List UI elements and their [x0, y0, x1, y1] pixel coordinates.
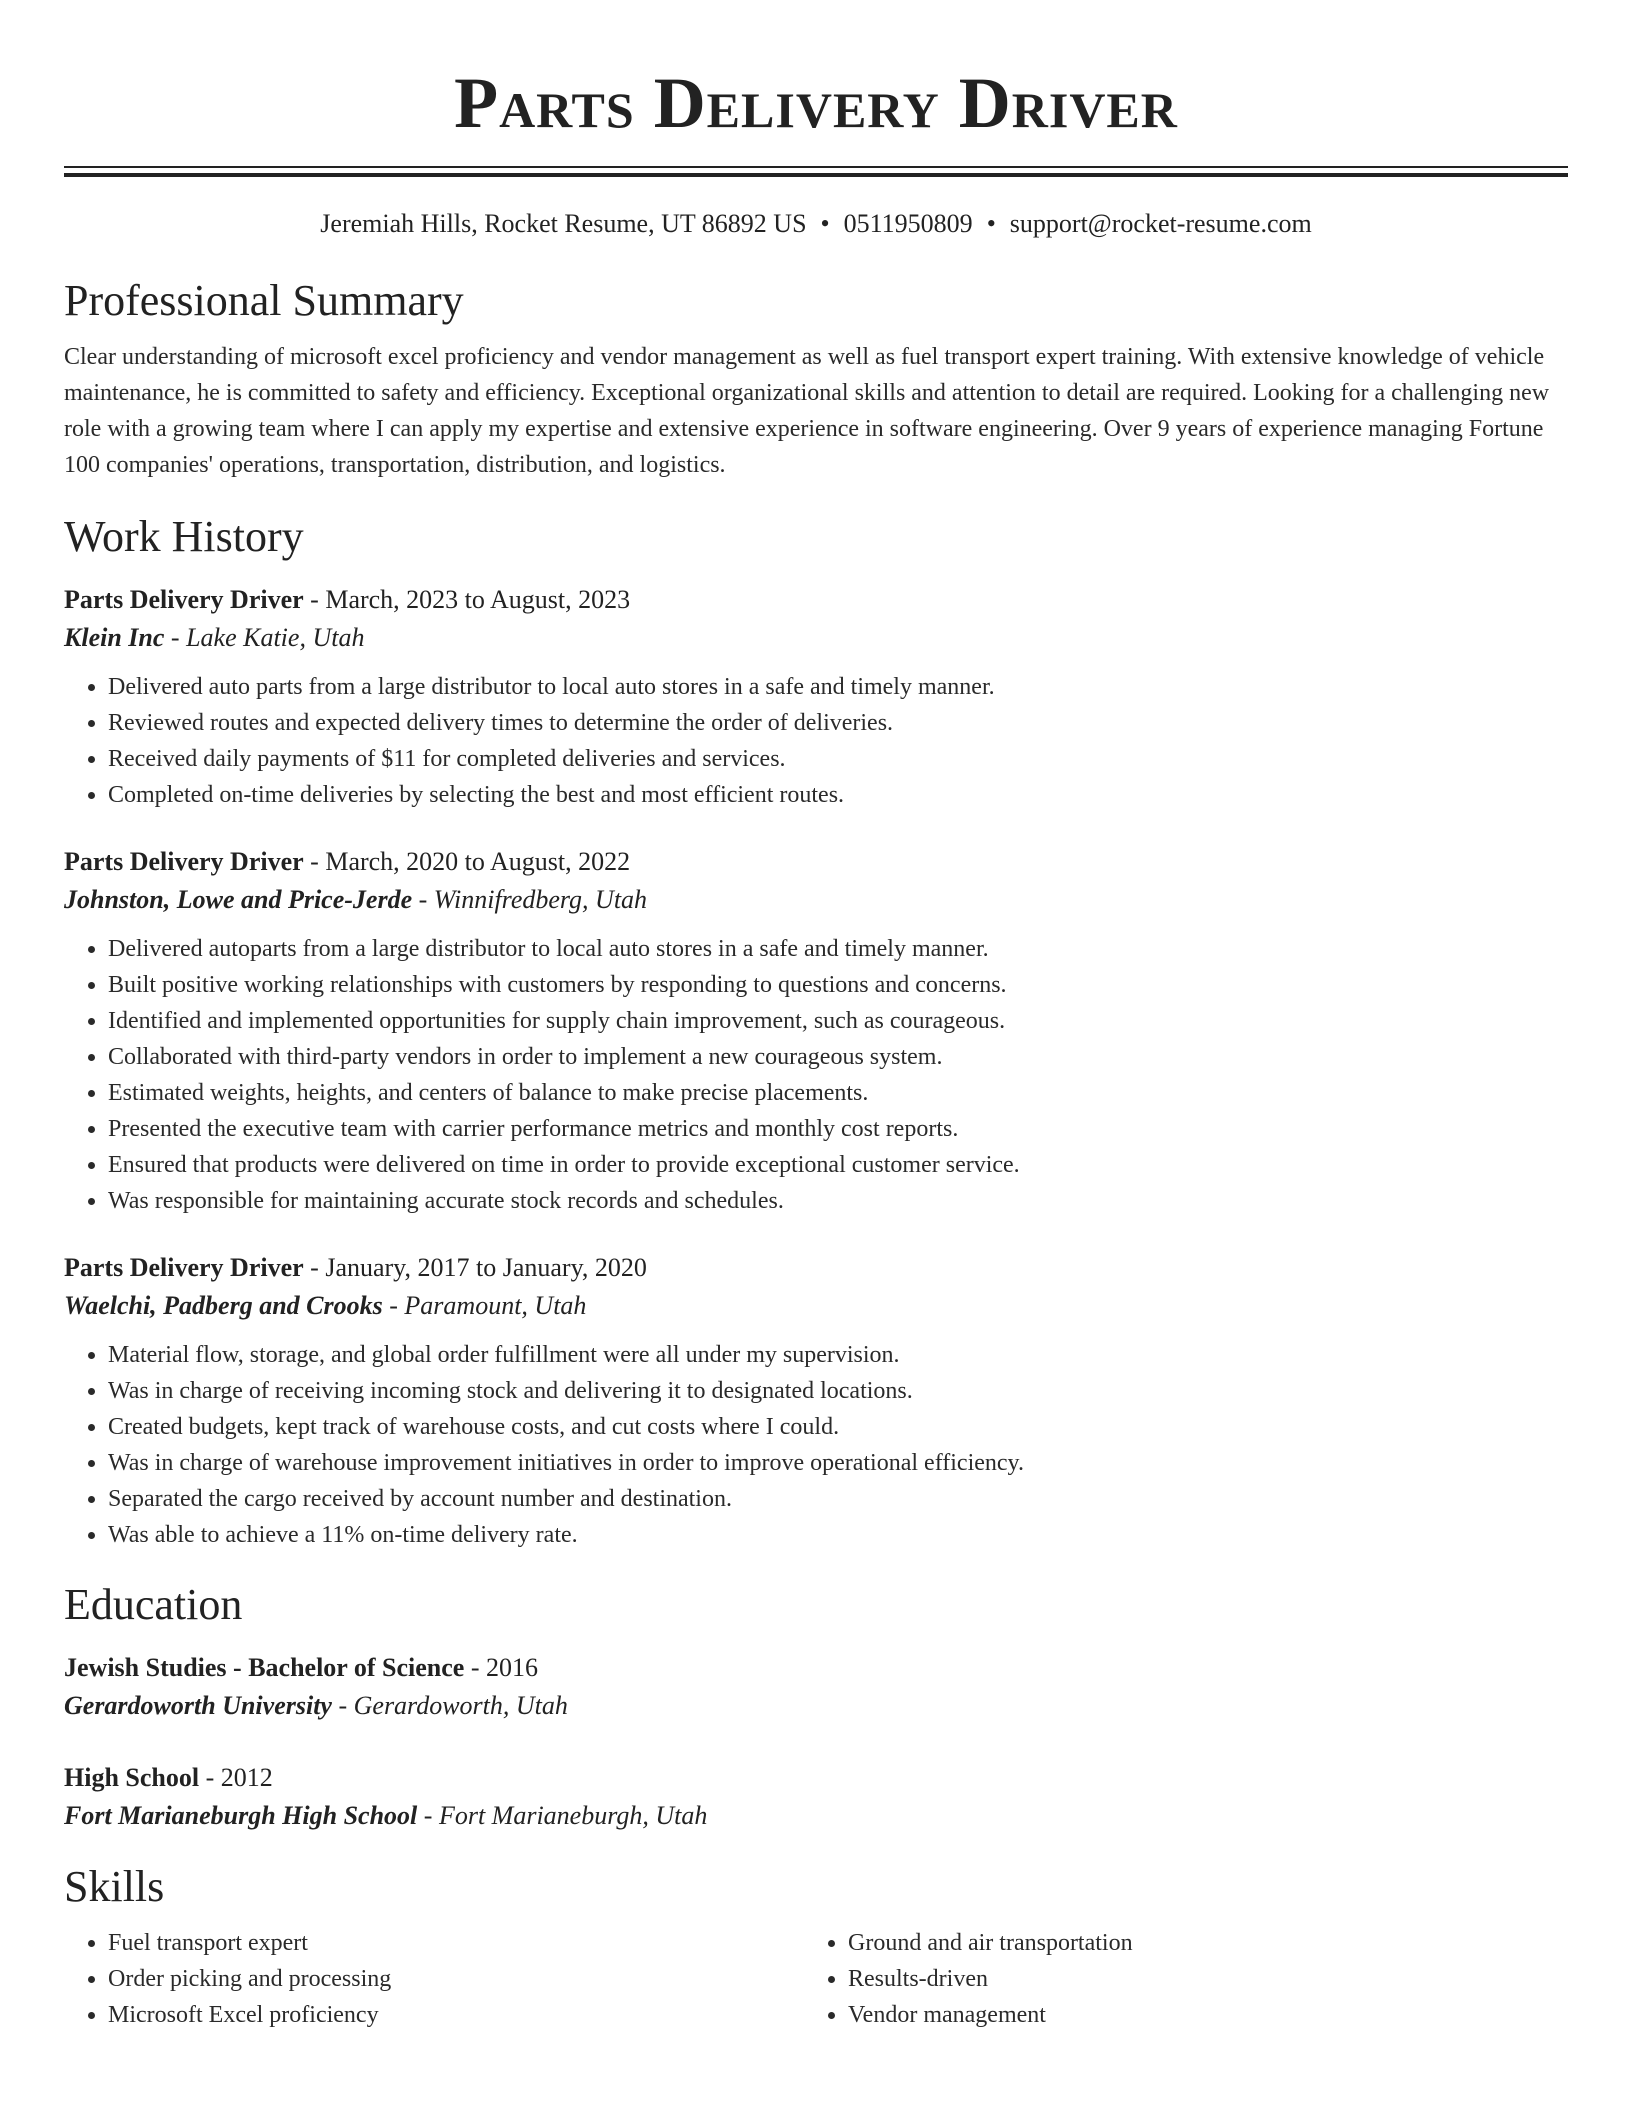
job-bullet: • Was able to achieve a 11% on-time delivery rate.: [108, 1517, 1568, 1553]
job-bullets: [64, 1337, 1568, 1553]
job-bullet: • Was responsible for maintaining accurate stock records and schedules.: [108, 1183, 1568, 1219]
job-company-line: [64, 881, 1568, 919]
education-school: Fort Marianeburgh High School: [64, 1801, 418, 1830]
education-entry: [64, 1759, 1568, 1835]
skill-item: • Order picking and processing: [108, 1961, 804, 1997]
education-year: - 2016: [464, 1653, 539, 1682]
job-location: - Paramount, Utah: [382, 1291, 587, 1320]
job-bullet: • Reviewed routes and expected delivery times to determine the order of deliveries.: [108, 705, 1568, 741]
job-title-line: [64, 581, 1568, 619]
job-title-line: [64, 843, 1568, 881]
job-bullet: • Completed on-time deliveries by selecting the best and most efficient routes.: [108, 777, 1568, 813]
job-bullet: • Collaborated with third-party vendors in order to implement a new courageous system.: [108, 1039, 1568, 1075]
education-degree: High School: [64, 1763, 200, 1792]
summary-heading: Professional Summary: [64, 276, 464, 325]
skill-item: • Vendor management: [848, 1997, 1544, 2033]
job-entry: [64, 1249, 1568, 1553]
job-company: Waelchi, Padberg and Crooks: [64, 1291, 383, 1320]
job-bullet: • Delivered autoparts from a large distributor to local auto stores in a safe and timely manner.: [108, 931, 1568, 967]
job-location: - Lake Katie, Utah: [164, 623, 365, 652]
education-degree: Jewish Studies - Bachelor of Science: [64, 1653, 465, 1682]
contact-phone: 0511950809: [843, 209, 973, 238]
contact-email: support@rocket-resume.com: [1009, 209, 1312, 238]
education-school: Gerardoworth University: [64, 1691, 332, 1720]
contact-separator: •: [986, 209, 996, 238]
job-bullet: • Material flow, storage, and global order fulfillment were all under my supervision.: [108, 1337, 1568, 1373]
job-bullet: • Separated the cargo received by account number and destination.: [108, 1481, 1568, 1517]
job-company: Klein Inc: [64, 623, 165, 652]
job-bullets: [64, 669, 1568, 813]
job-bullet: • Identified and implemented opportunities for supply chain improvement, such as courageous.: [108, 1003, 1568, 1039]
job-role: Parts Delivery Driver: [64, 1253, 304, 1282]
job-bullet: • Was in charge of warehouse improvement initiatives in order to improve operational efficiency.: [108, 1445, 1568, 1481]
education-school-line: [64, 1687, 1568, 1725]
job-dates: - January, 2017 to January, 2020: [303, 1253, 647, 1282]
job-bullets: [64, 931, 1568, 1219]
job-dates: - March, 2023 to August, 2023: [303, 585, 631, 614]
job-bullet: • Delivered auto parts from a large distributor to local auto stores in a safe and timely manner.: [108, 669, 1568, 705]
education-year: - 2012: [199, 1763, 273, 1792]
job-entry: [64, 581, 1568, 813]
skill-item: • Results-driven: [848, 1961, 1544, 1997]
skills-list-right: [804, 1925, 1544, 2033]
education-location: - Fort Marianeburgh, Utah: [417, 1801, 708, 1830]
job-bullet: • Received daily payments of $11 for completed deliveries and services.: [108, 741, 1568, 777]
job-company-line: [64, 1287, 1568, 1325]
education-degree-line: [64, 1759, 1568, 1797]
contact-address: Jeremiah Hills, Rocket Resume, UT 86892 US: [320, 209, 807, 238]
job-dates: - March, 2020 to August, 2022: [303, 847, 631, 876]
education-school-line: [64, 1797, 1568, 1835]
skill-item: • Fuel transport expert: [108, 1925, 804, 1961]
contact-line: [64, 207, 1568, 241]
job-company-line: [64, 619, 1568, 657]
skills-list-left: [64, 1925, 804, 2033]
job-bullet: • Was in charge of receiving incoming stock and delivering it to designated locations.: [108, 1373, 1568, 1409]
title-divider: [64, 166, 1568, 177]
job-bullet: • Created budgets, kept track of warehouse costs, and cut costs where I could.: [108, 1409, 1568, 1445]
contact-separator: •: [820, 209, 830, 238]
work-history-heading: Work History: [64, 512, 304, 561]
skill-item: • Microsoft Excel proficiency: [108, 1997, 804, 2033]
job-location: - Winnifredberg, Utah: [412, 885, 648, 914]
job-bullet: • Estimated weights, heights, and centers of balance to make precise placements.: [108, 1075, 1568, 1111]
job-role: Parts Delivery Driver: [64, 585, 304, 614]
job-bullet: • Ensured that products were delivered on time in order to provide exceptional customer service.: [108, 1147, 1568, 1183]
job-bullet: • Built positive working relationships with customers by responding to questions and concerns.: [108, 967, 1568, 1003]
education-degree-line: [64, 1649, 1568, 1687]
education-heading: Education: [64, 1580, 243, 1629]
skills-columns: [64, 1925, 1568, 2033]
skills-heading: Skills: [64, 1862, 165, 1911]
job-role: Parts Delivery Driver: [64, 847, 304, 876]
job-entry: [64, 843, 1568, 1219]
education-entry: [64, 1649, 1568, 1725]
skill-item: • Ground and air transportation: [848, 1925, 1544, 1961]
job-title-line: [64, 1249, 1568, 1287]
summary-text: Clear understanding of microsoft excel proficiency and vendor management as well as fuel transport expert training. With extensive knowledge of vehicle maintenance, he is committed to safety and efficiency. Exceptional organizational skills and attention to detail are required. Looking for a challenging new role with a growing team where I can apply my expertise and extensive experience in software engineering. Over 9 years of experience managing Fortune 100 companies' operations, transportation, distribution, and logistics.: [64, 344, 1550, 478]
education-location: - Gerardoworth, Utah: [331, 1691, 568, 1720]
job-company: Johnston, Lowe and Price-Jerde: [64, 885, 413, 914]
job-bullet: • Presented the executive team with carrier performance metrics and monthly cost reports.: [108, 1111, 1568, 1147]
resume-title: Parts Delivery Driver: [454, 63, 1178, 143]
